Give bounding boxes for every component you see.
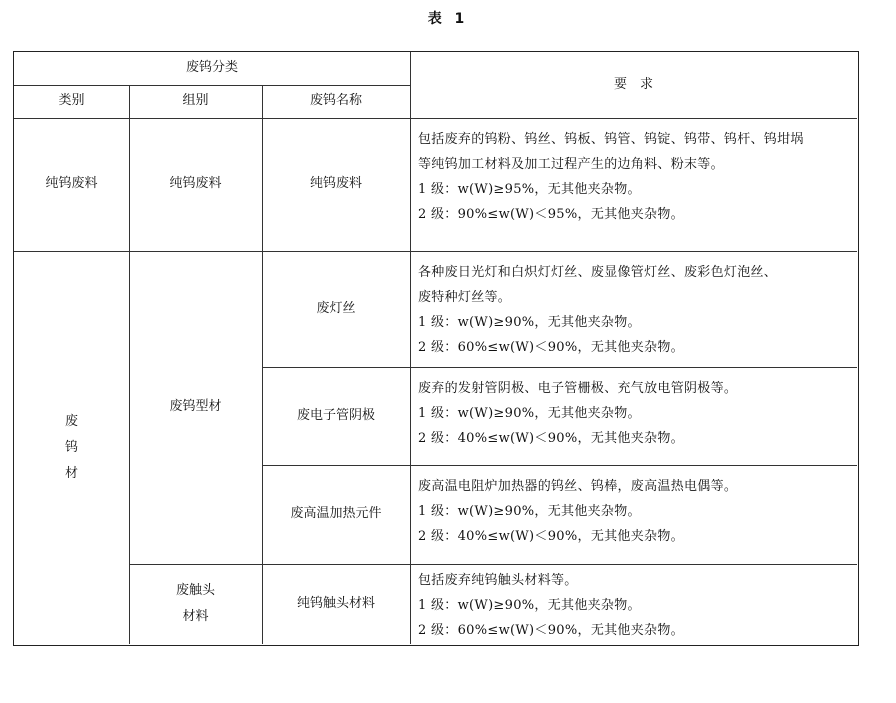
requirement-line: 1 级：w(W)≥95%，无其他夹杂物。 [418, 182, 641, 197]
heater-requirement [410, 465, 857, 564]
header-group: 废钨分类 [185, 60, 238, 76]
requirement-line: 1 级：w(W)≥90%，无其他夹杂物。 [418, 504, 641, 519]
requirement-line: 包括废弃的钨粉、钨丝、钨板、钨管、钨锭、钨带、钨杆、钨坩埚 [418, 132, 804, 147]
requirement-line: 1 级：w(W)≥90%，无其他夹杂物。 [418, 406, 641, 421]
pure-category: 纯钨废料 [45, 176, 98, 192]
requirement-line: 废弃的发射管阴极、电子管栅极、充气放电管阴极等。 [418, 381, 738, 396]
material-category-char: 钨 [64, 439, 78, 455]
contact-subgroup-line: 废触头 [175, 583, 215, 598]
pure-requirement [410, 118, 857, 251]
header-requirement: 要 求 [613, 76, 653, 92]
contact-subgroup [129, 564, 262, 644]
cathode-requirement [410, 367, 857, 465]
filament-name: 废灯丝 [316, 300, 356, 316]
requirement-line: 2 级：40%≤w(W)＜90%，无其他夹杂物。 [418, 431, 684, 446]
requirement-line: 2 级：90%≤w(W)＜95%，无其他夹杂物。 [418, 207, 684, 222]
material-category-char: 材 [64, 465, 78, 481]
requirement-line: 1 级：w(W)≥90%，无其他夹杂物。 [418, 315, 641, 330]
requirement-line: 等纯钨加工材料及加工过程产生的边角料、粉末等。 [418, 157, 724, 172]
pure-name: 纯钨废料 [309, 176, 362, 192]
requirement-line: 包括废弃纯钨触头材料等。 [418, 573, 578, 588]
contact-requirement [410, 564, 857, 644]
requirement-line: 2 级：60%≤w(W)＜90%，无其他夹杂物。 [418, 623, 684, 638]
requirement-line: 废高温电阻炉加热器的钨丝、钨棒，废高温热电偶等。 [418, 479, 738, 494]
filament-requirement [410, 251, 857, 367]
pure-subgroup: 纯钨废料 [169, 176, 222, 192]
classification-table [13, 51, 859, 646]
header-category: 类别 [58, 93, 85, 109]
header-name: 废钨名称 [309, 93, 362, 109]
requirement-line: 2 级：40%≤w(W)＜90%，无其他夹杂物。 [418, 529, 684, 544]
requirement-line: 2 级：60%≤w(W)＜90%，无其他夹杂物。 [418, 340, 684, 355]
material-category-char: 废 [64, 413, 78, 429]
heater-name: 废高温加热元件 [290, 506, 382, 522]
contact-subgroup-line: 材料 [182, 609, 209, 624]
requirement-line: 废特种灯丝等。 [418, 290, 512, 305]
contact-name: 纯钨触头材料 [296, 595, 375, 611]
profile-subgroup: 废钨型材 [169, 399, 222, 415]
requirement-line: 各种废日光灯和白炽灯灯丝、废显像管灯丝、废彩色灯泡丝、 [418, 265, 778, 280]
header-subgroup: 组别 [182, 93, 209, 109]
cathode-name: 废电子管阴极 [296, 407, 375, 423]
requirement-line: 1 级：w(W)≥90%，无其他夹杂物。 [418, 598, 641, 613]
material-category [14, 251, 129, 644]
table-title: 表 1 [427, 11, 469, 27]
